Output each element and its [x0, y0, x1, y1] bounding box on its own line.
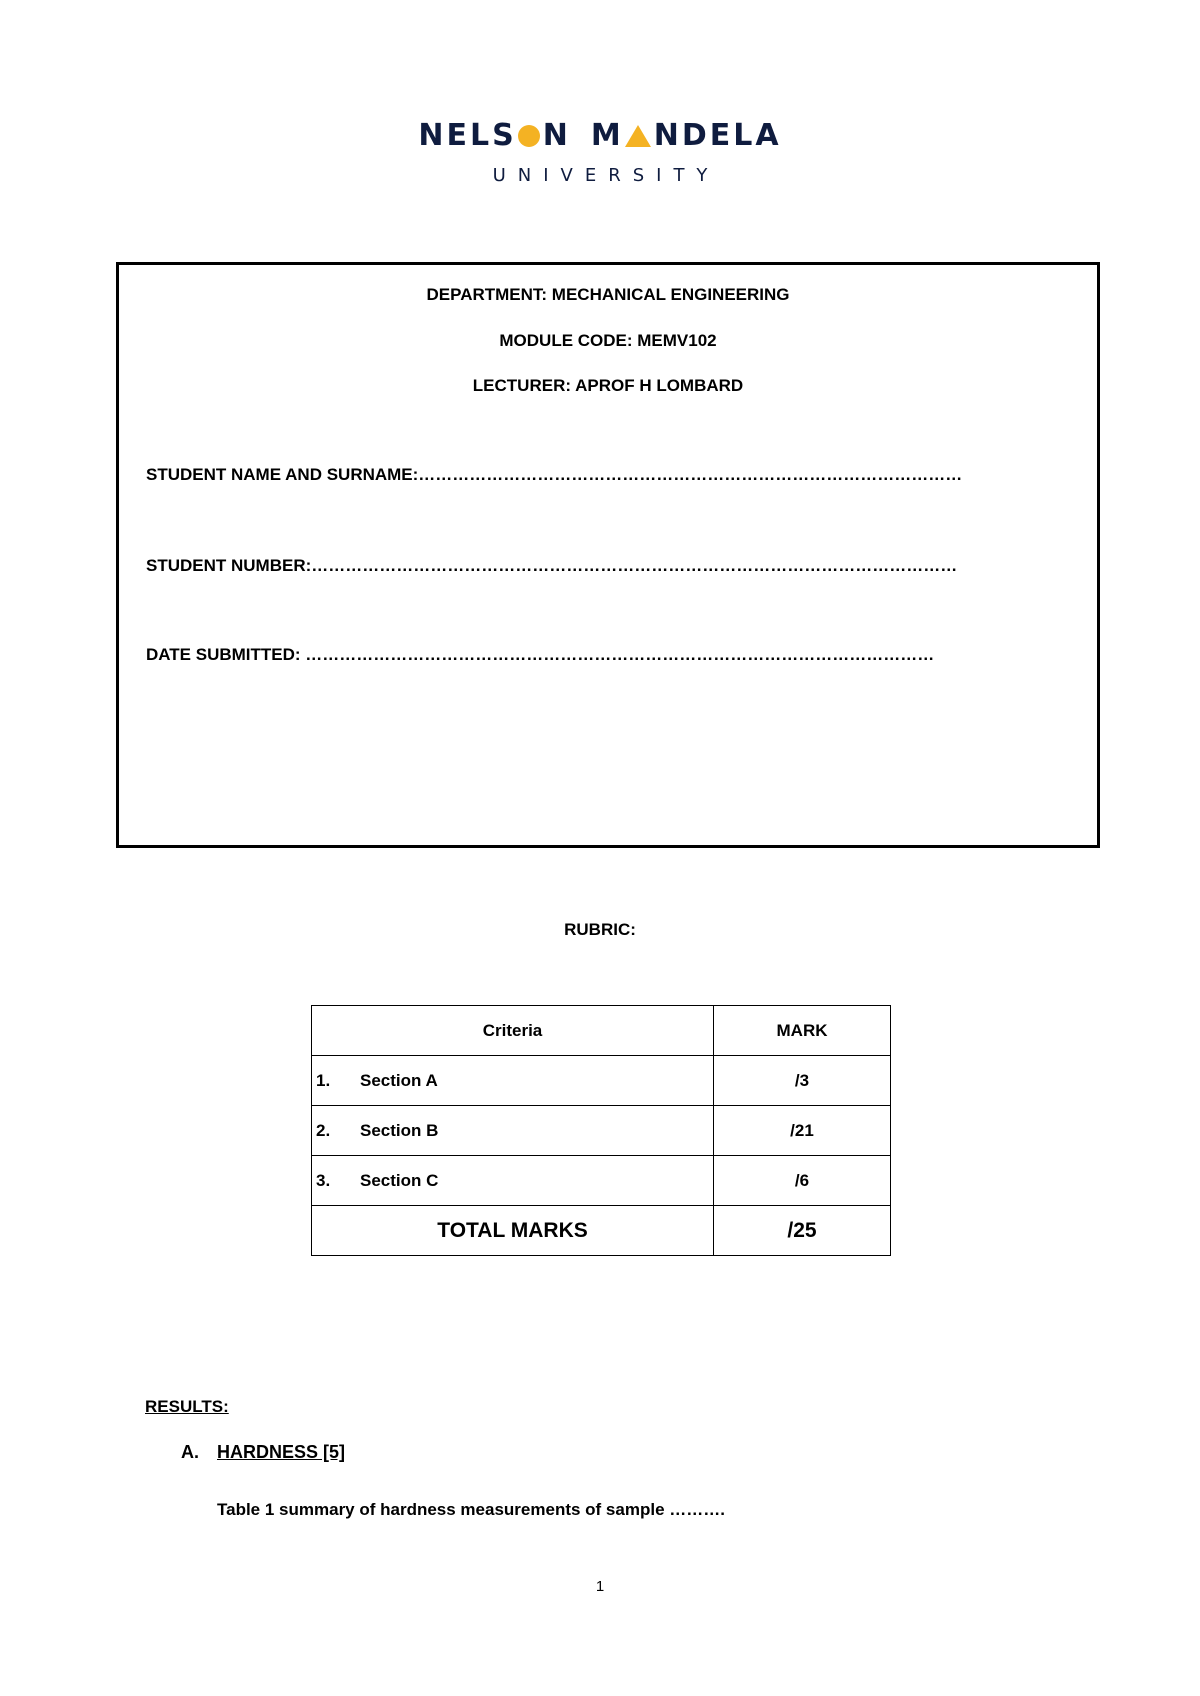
criteria-header: Criteria: [312, 1006, 714, 1056]
criteria-cell: [312, 1106, 714, 1156]
row-number: 3.: [316, 1170, 331, 1190]
logo-triangle-icon: [625, 125, 651, 147]
mark-header: MARK: [714, 1006, 891, 1056]
module-code-line: MODULE CODE: MEMV102: [499, 331, 717, 350]
date-submitted-field: DATE SUBMITTED: …………………………………………………………………………………………………: [146, 645, 935, 664]
logo-text-part: N: [542, 118, 571, 153]
row-label: Section A: [360, 1070, 438, 1090]
university-logo: [0, 118, 1200, 186]
table-row: [312, 1156, 891, 1206]
logo-text-part: M: [590, 118, 624, 153]
rubric-title: RUBRIC:: [564, 920, 636, 939]
student-number-field: STUDENT NUMBER:……………………………………………………………………………………………………: [146, 556, 958, 575]
mark-cell: /6: [714, 1156, 891, 1206]
total-label: TOTAL MARKS: [312, 1206, 714, 1256]
row-label: Section C: [360, 1170, 439, 1190]
logo-subtitle: UNIVERSITY: [492, 165, 720, 186]
section-letter: A.: [181, 1442, 199, 1462]
section-heading: [181, 1442, 345, 1463]
table-row: [312, 1106, 891, 1156]
logo-text-part: NELS: [418, 118, 517, 153]
total-mark: /25: [714, 1206, 891, 1256]
row-number: 1.: [316, 1070, 331, 1090]
row-number: 2.: [316, 1120, 331, 1140]
results-title: RESULTS:: [145, 1397, 229, 1416]
criteria-cell: [312, 1156, 714, 1206]
lecturer-line: LECTURER: APROF H LOMBARD: [472, 376, 744, 395]
table-caption: Table 1 summary of hardness measurements of sample ……….: [217, 1500, 725, 1519]
criteria-cell: [312, 1056, 714, 1106]
logo-text-part: NDELA: [653, 118, 782, 153]
row-label: Section B: [360, 1120, 439, 1140]
total-row: [312, 1206, 891, 1256]
table-row: [312, 1056, 891, 1106]
department-line: DEPARTMENT: MECHANICAL ENGINEERING: [426, 285, 790, 304]
cover-info-box: [116, 262, 1100, 848]
rubric-header-row: [312, 1006, 891, 1056]
student-name-field: STUDENT NAME AND SURNAME:……………………………………………………………………………………: [146, 465, 963, 484]
page-number: 1: [595, 1578, 605, 1595]
logo-wordmark: [418, 118, 781, 153]
section-title: HARDNESS [5]: [217, 1442, 346, 1462]
logo-circle-icon: [518, 125, 540, 147]
rubric-table: [311, 1005, 891, 1256]
mark-cell: /21: [714, 1106, 891, 1156]
mark-cell: /3: [714, 1056, 891, 1106]
